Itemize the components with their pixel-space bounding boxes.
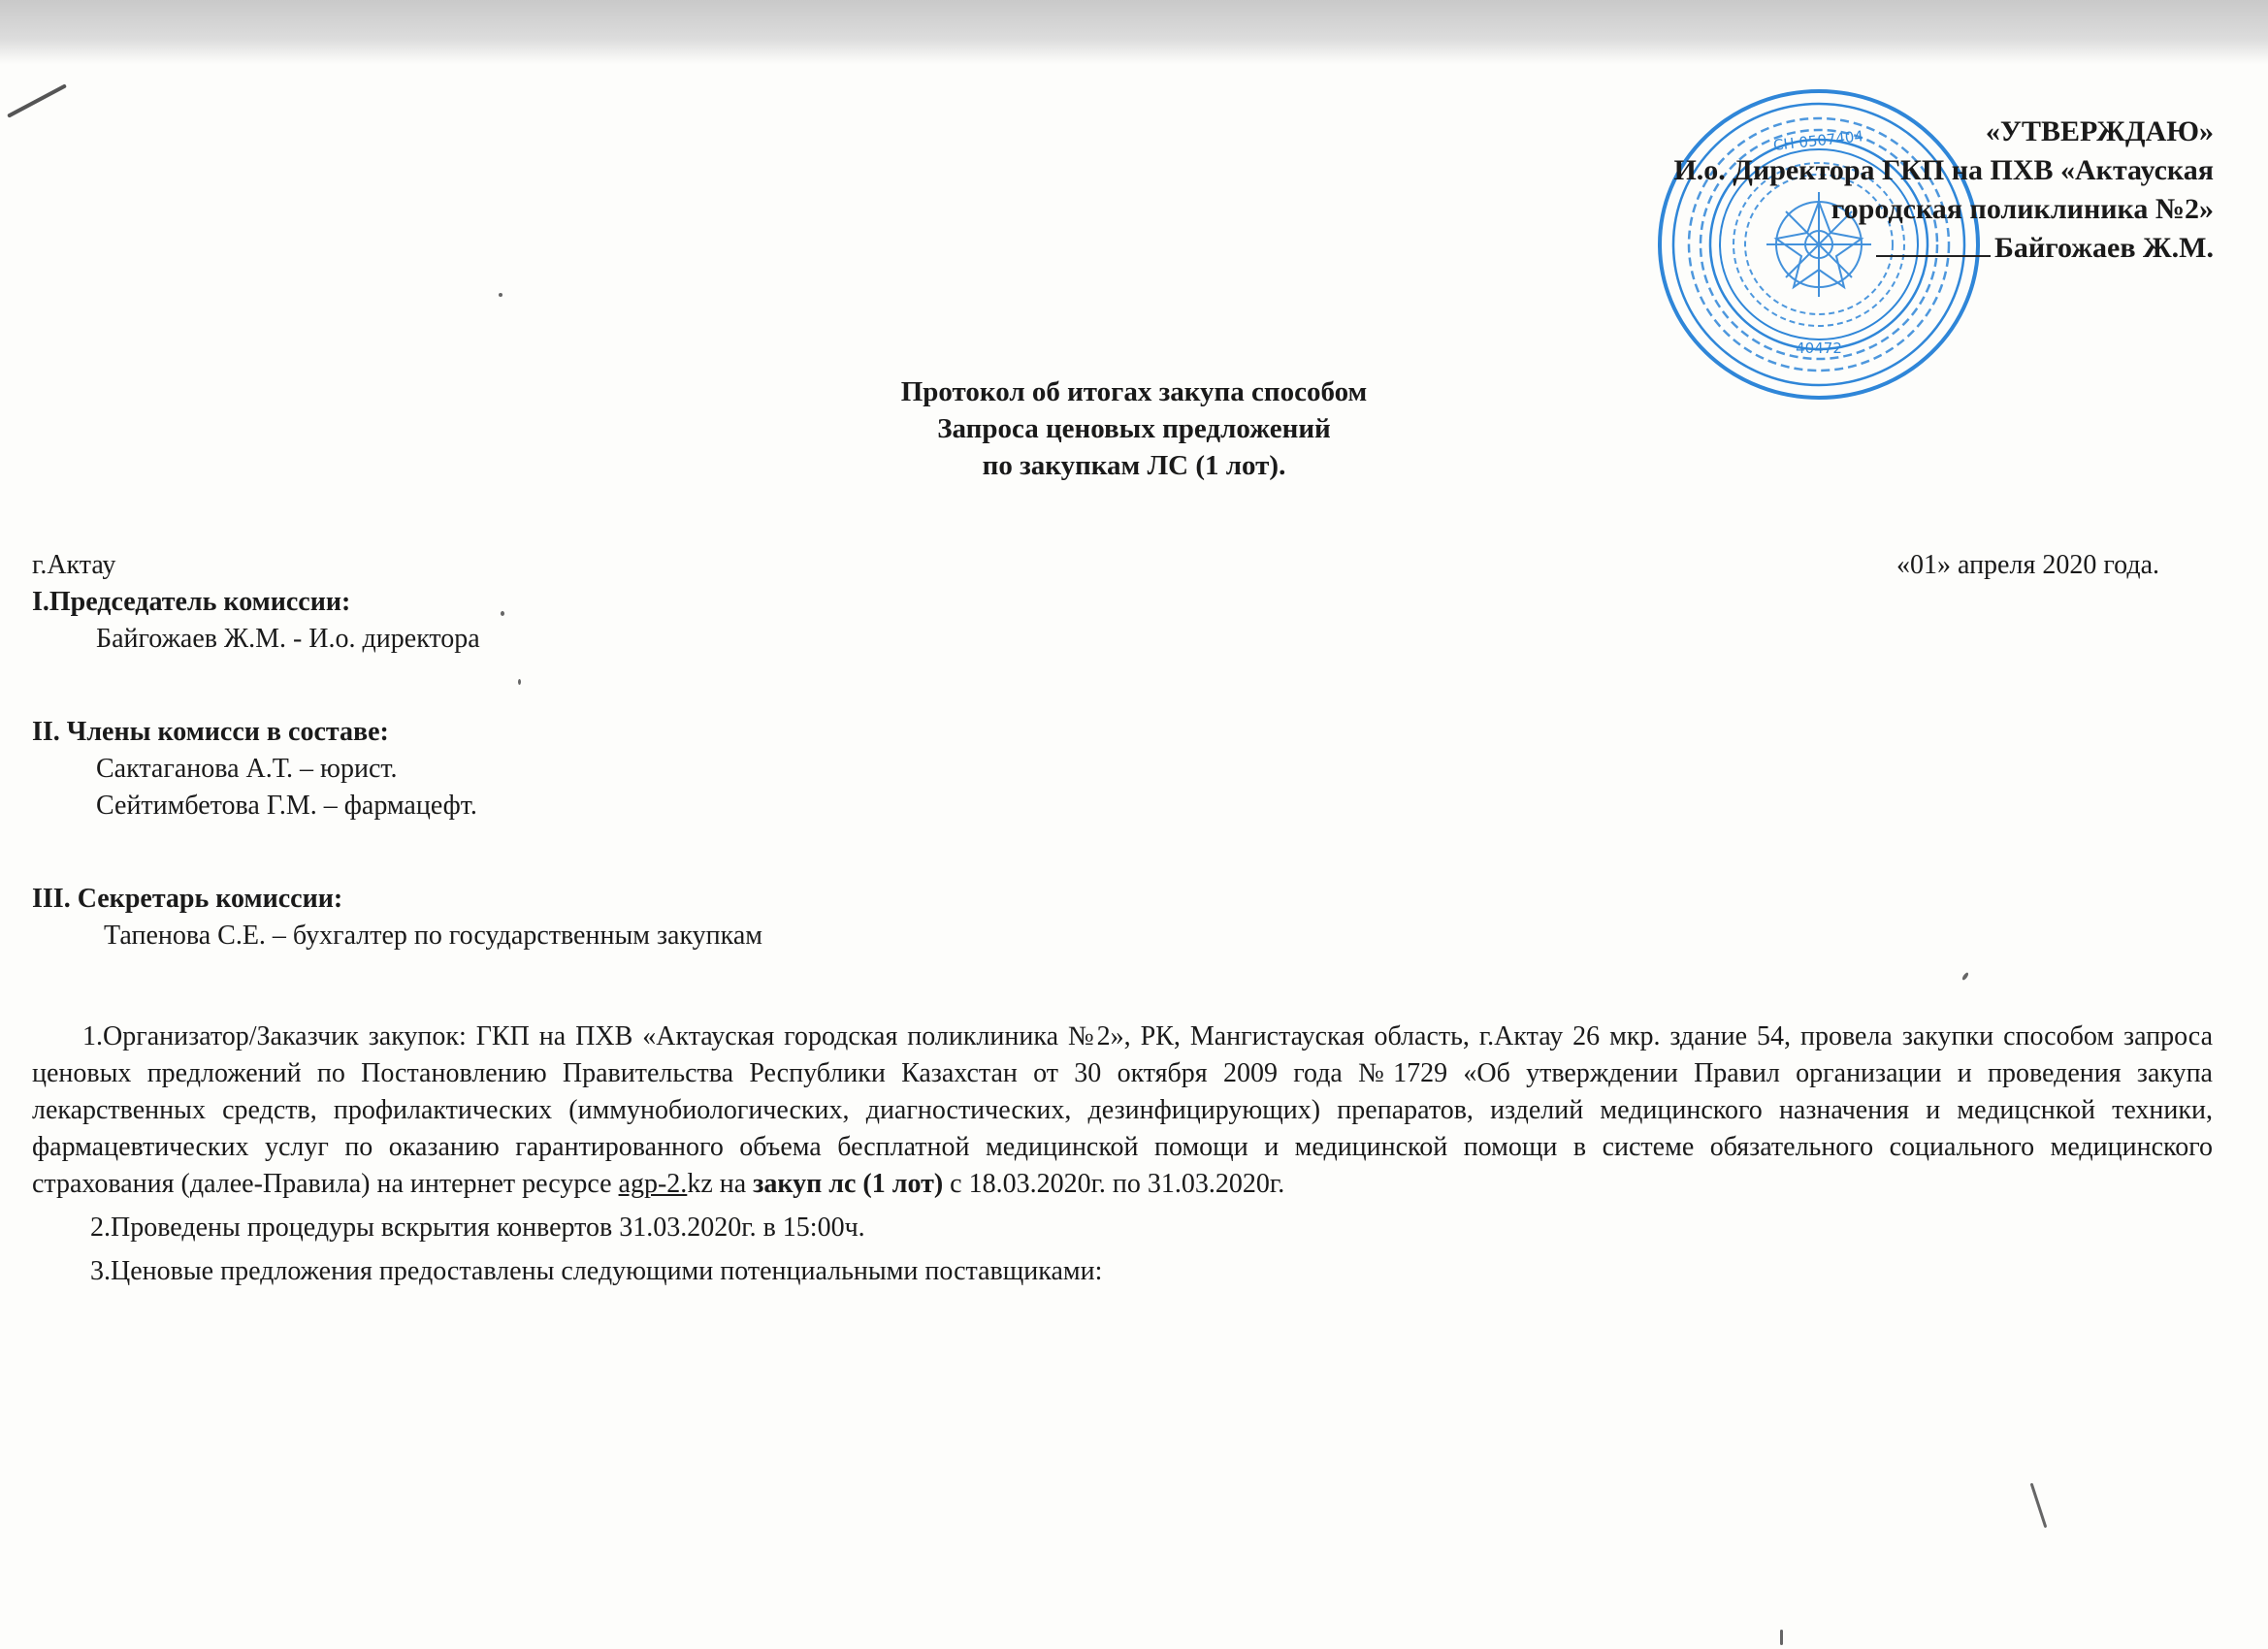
scan-speck <box>499 293 502 297</box>
document-date: «01» апреля 2020 года. <box>1896 550 2159 580</box>
paragraph-1 <box>32 1018 2213 1203</box>
secretary-heading: III. Секретарь комиссии: <box>32 884 343 914</box>
paragraph-1-text: 1.Организатор/Заказчик закупок: ГКП на ПХВ «Актауская городская поликлиника №2», РК, Мангистауская область, г.Актау 26 мкр. здание 54, провела закупки способом запроса ценовых предложений по Постановлению Правительства Республики Казахстан от 30 октября 2009 года №1729 «Об утверждении Правил организации и проведения закупа лекарственных средств, профилактических (иммунобиологических, диагностических, дезинфицирующих) препаратов, изделий медицинского назначения и медицснкой техники, фармацевтических услуг по оказанию гарантированного объема бесплатной медицинской помощи и медицинской помощи в системе обязательного социального медицинского страхования (далее-Правила) на интернет ресурсе <box>32 1021 2213 1199</box>
document-title <box>0 373 2268 484</box>
protocol-body <box>32 1018 2213 1290</box>
chair-name: Байгожаев Ж.М. - И.о. директора <box>96 624 480 654</box>
members-section <box>32 714 477 824</box>
place-date-row <box>32 547 2159 584</box>
scan-speck <box>518 679 521 685</box>
member-item: Сактаганова А.Т. – юрист. <box>96 754 398 784</box>
members-heading: II. Члены комисси в составе: <box>32 717 389 747</box>
website-link[interactable]: agp-2. <box>618 1169 688 1199</box>
member-item: Сейтимбетова Г.М. – фармацефт. <box>96 791 477 821</box>
title-line-1: Протокол об итогах закупа способом <box>900 376 1368 407</box>
scan-pen-mark <box>7 83 67 117</box>
scan-speck <box>501 611 504 616</box>
approval-block <box>1673 113 2214 268</box>
website-link-tail: kz <box>687 1169 713 1199</box>
chair-heading: I.Председатель комиссии: <box>32 587 351 617</box>
paragraph-1-bold: закуп лс (1 лот) <box>753 1169 944 1199</box>
approval-heading: «УТВЕРЖДАЮ» <box>1985 115 2214 147</box>
secretary-section <box>32 881 762 954</box>
scan-speck <box>1780 1630 1783 1645</box>
paragraph-2: 2.Проведены процедуры вскрытия конвертов 31.03.2020г. в 15:00ч. <box>90 1212 865 1243</box>
paragraph-3: 3.Ценовые предложения предоставлены следующими потенциальными поставщиками: <box>90 1256 1103 1286</box>
paragraph-1-end: с 18.03.2020г. по 31.03.2020г. <box>943 1169 1285 1199</box>
place: г.Актау <box>32 550 116 580</box>
approval-position-line1: И.о. Директора ГКП на ПХВ «Актауская <box>1673 154 2214 186</box>
chair-section <box>32 584 480 658</box>
svg-text:40472: 40472 <box>1796 340 1842 357</box>
signature-line <box>1876 255 1991 257</box>
secretary-name: Тапенова С.Е. – бухгалтер по государственным закупкам <box>104 921 762 951</box>
title-line-3: по закупкам ЛС (1 лот). <box>982 450 1286 481</box>
scan-edge-shadow <box>0 0 2268 64</box>
paragraph-1-mid: на <box>712 1169 754 1199</box>
title-line-2: Запроса ценовых предложений <box>937 413 1331 444</box>
approval-signatory: Байгожаев Ж.М. <box>1994 232 2214 264</box>
scan-speck <box>1961 972 1969 982</box>
scan-speck <box>2030 1483 2048 1529</box>
approval-position-line2: городская поликлиника №2» <box>1831 193 2214 225</box>
svg-text:СН 0507404: СН 0507404 <box>1772 127 1864 154</box>
